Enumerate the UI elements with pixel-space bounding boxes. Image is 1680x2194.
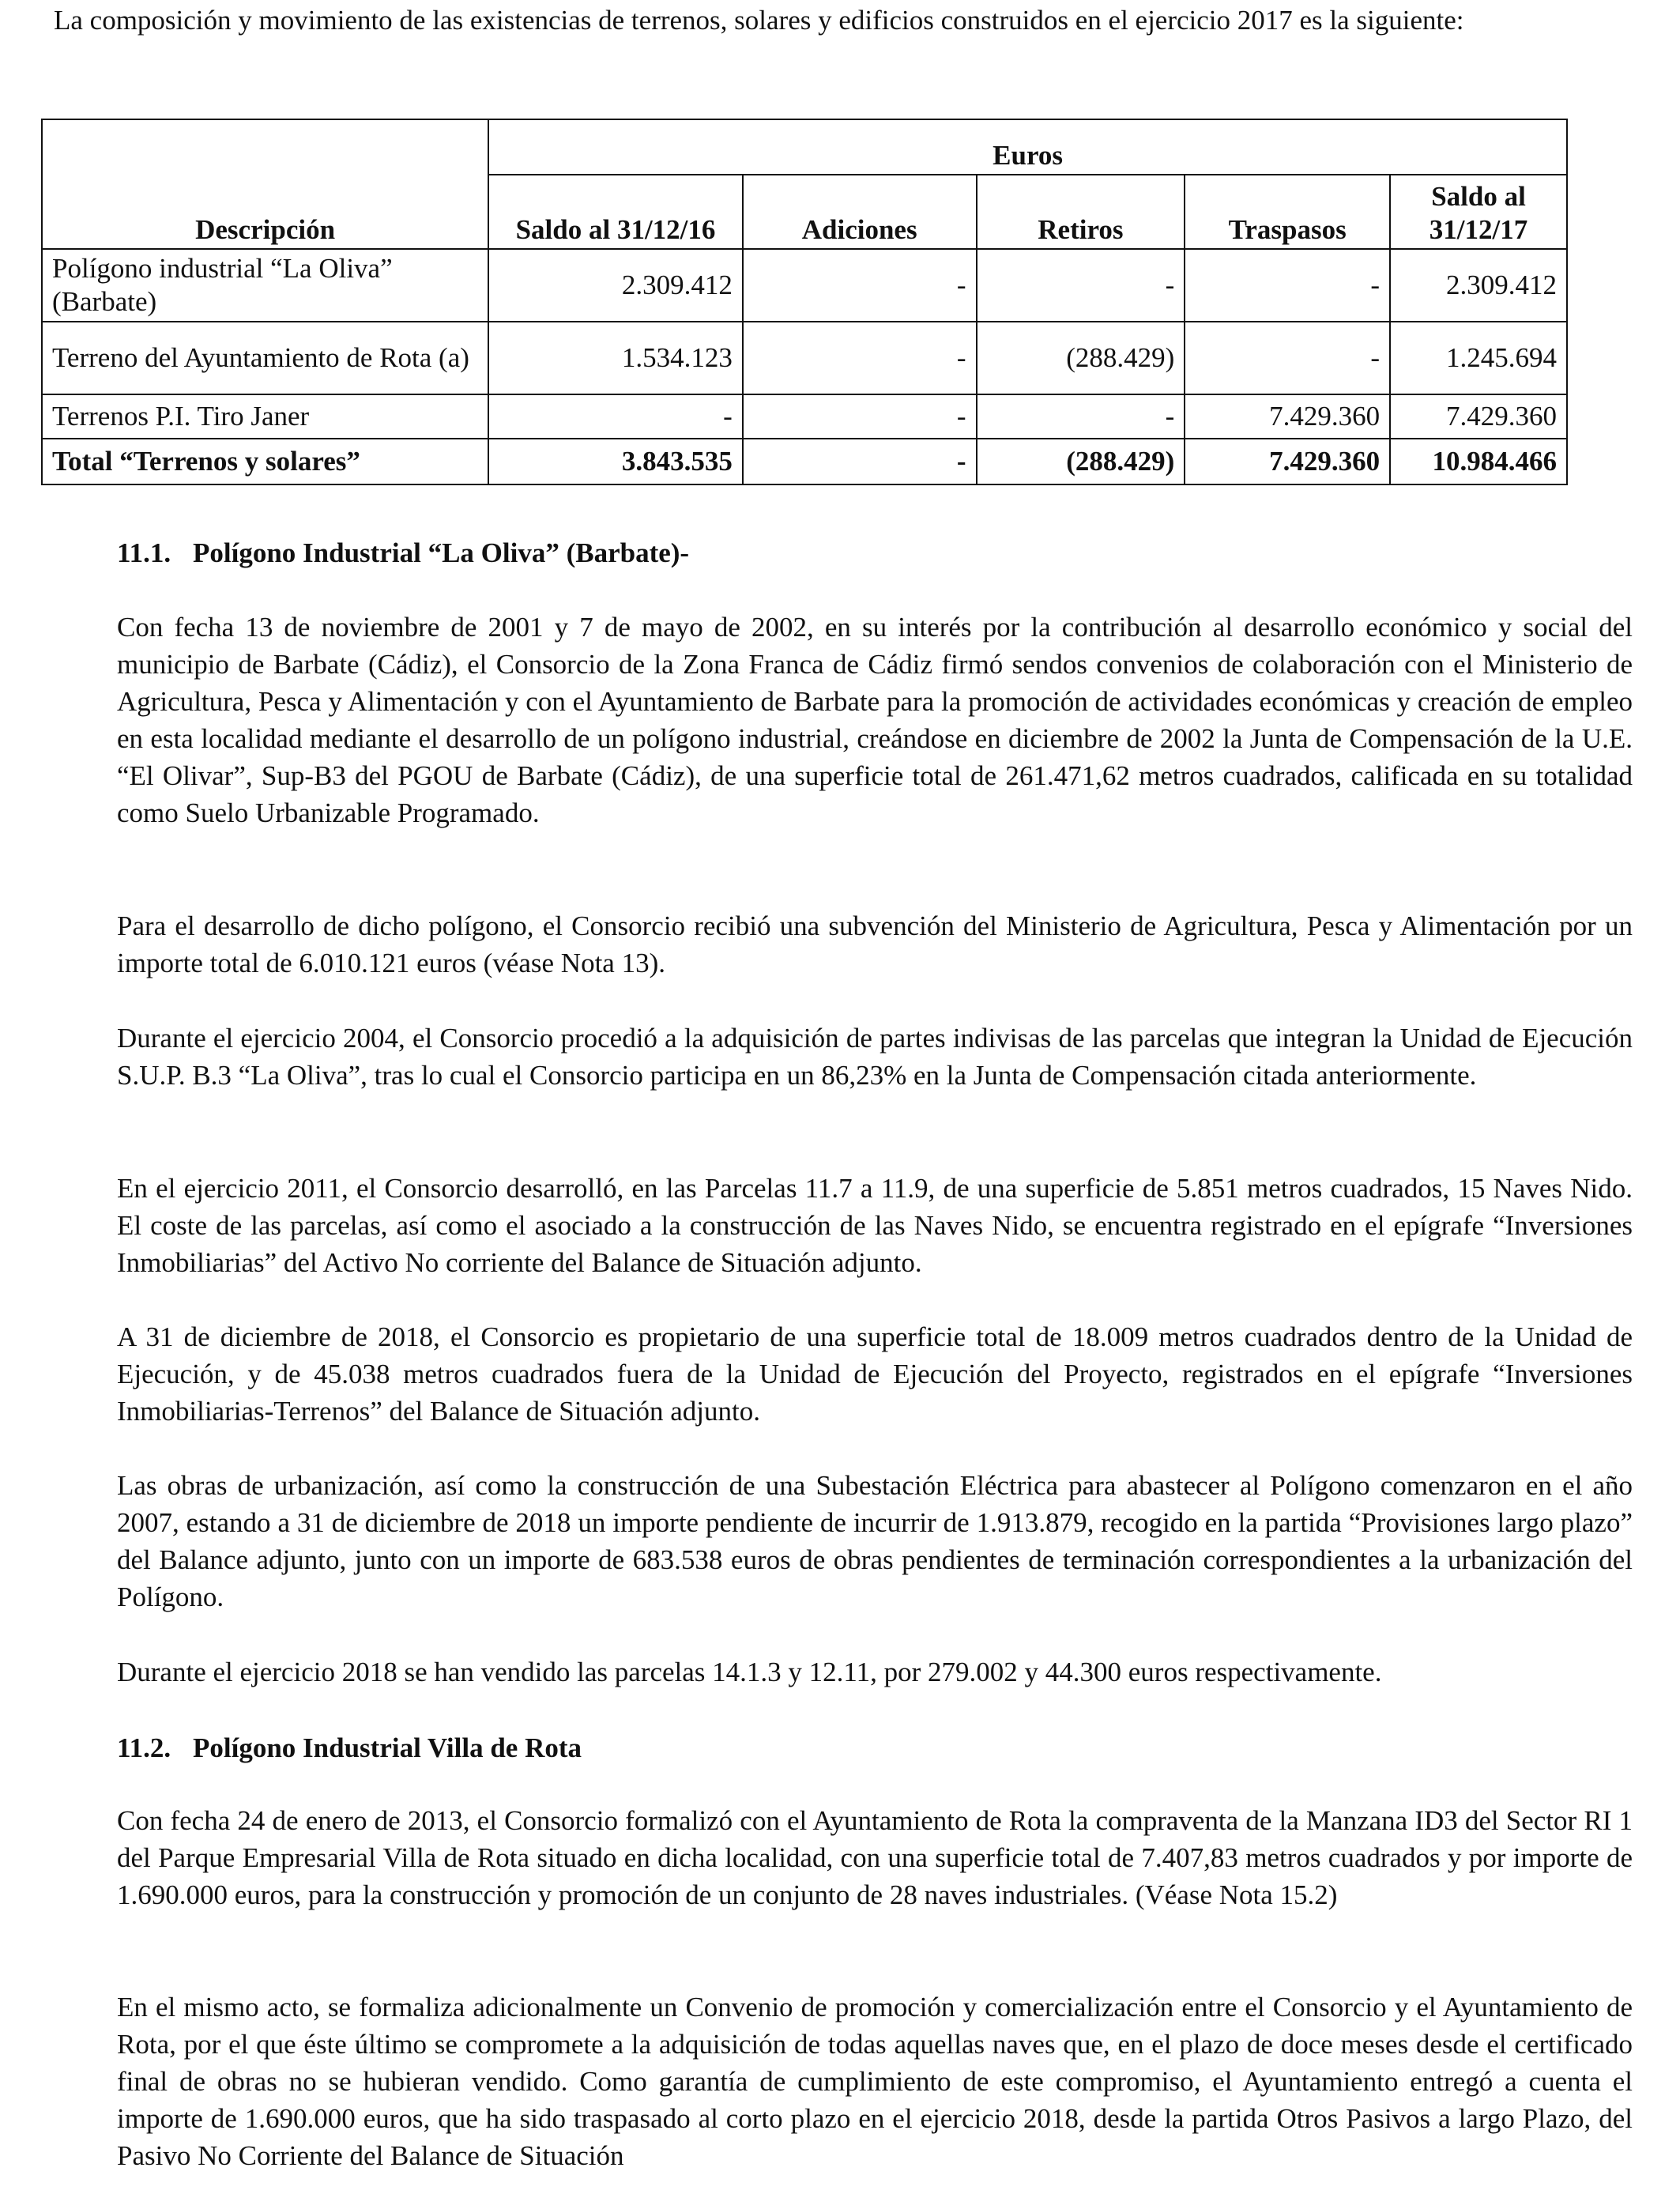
col-header-saldo-16: Saldo al 31/12/16 xyxy=(488,175,743,249)
paragraph: A 31 de diciembre de 2018, el Consorcio es propietario de una superficie total de 18.009 metros cuadrados dentro de la Unidad de Ejecución, y de 45.038 metros cuadrados fuera de la Unidad de Ejecución del Proyecto, registrados en el epígrafe “Inversiones Inmobiliarias-Terrenos” del Balance de Situación adjunto. xyxy=(117,1321,1633,1427)
paragraph: Durante el ejercicio 2004, el Consorcio procedió a la adquisición de partes indivisas de las parcelas que integran la Unidad de Ejecución S.U.P. B.3 “La Oliva”, tras lo cual el Consorcio participa en un 86,23% en la Junta de Compensación citada anteriormente. xyxy=(117,1023,1633,1091)
paragraph: En el mismo acto, se formaliza adicionalmente un Convenio de promoción y comercialización entre el Consorcio y el Ayuntamiento de Rota, por el que éste último se compromete a la adquisición de todas aquellas naves que, en el plazo de doce meses desde el certificado final de obras no se hubieran vendido. Como garantía de cumplimiento de este compromiso, el Ayuntamiento entregó a cuenta el importe de 1.690.000 euros, que ha sido traspasado al corto plazo en el ejercicio 2018, desde la partida Otros Pasivos a largo Plazo, del Pasivo No Corriente del Balance de Situación xyxy=(117,1992,1633,2171)
cell-traspasos: - xyxy=(1185,249,1390,322)
total-traspasos: 7.429.360 xyxy=(1185,439,1390,484)
intro-paragraph: La composición y movimiento de las existencias de terrenos, solares y edificios construidos en el ejercicio 2017 es la siguiente: xyxy=(54,5,1464,36)
cell-adiciones: - xyxy=(743,394,977,439)
total-retiros: (288.429) xyxy=(977,439,1185,484)
col-header-saldo-17: Saldo al 31/12/17 xyxy=(1390,175,1567,249)
row-description: Terreno del Ayuntamiento de Rota (a) xyxy=(42,322,488,394)
table-row xyxy=(42,394,1567,439)
paragraph: Con fecha 24 de enero de 2013, el Consorcio formalizó con el Ayuntamiento de Rota la compraventa de la Manzana ID3 del Sector RI 1 del Parque Empresarial Villa de Rota situado en dicha localidad, con una superficie total de 7.407,83 metros cuadrados y por importe de 1.690.000 euros, para la construcción y promoción de un conjunto de 28 naves industriales. (Véase Nota 15.2) xyxy=(117,1805,1633,1910)
table-row xyxy=(42,249,1567,322)
paragraph: En el ejercicio 2011, el Consorcio desarrolló, en las Parcelas 11.7 a 11.9, de una superficie de 5.851 metros cuadrados, 15 Naves Nido. El coste de las parcelas, así como el asociado a la construcción de las Naves Nido, se encuentra registrado en el epígrafe “Inversiones Inmobiliarias” del Activo No corriente del Balance de Situación adjunto. xyxy=(117,1173,1633,1278)
table-total-row xyxy=(42,439,1567,484)
col-header-retiros: Retiros xyxy=(977,175,1185,249)
col-header-traspasos: Traspasos xyxy=(1185,175,1390,249)
cell-saldo-16: - xyxy=(488,394,743,439)
table-group-header: Euros xyxy=(488,119,1567,175)
paragraph: Durante el ejercicio 2018 se han vendido las parcelas 14.1.3 y 12.11, por 279.002 y 44.300 euros respectivamente. xyxy=(117,1657,1382,1687)
cell-retiros: - xyxy=(977,394,1185,439)
cell-saldo-17: 7.429.360 xyxy=(1390,394,1567,439)
cell-traspasos: - xyxy=(1185,322,1390,394)
cell-adiciones: - xyxy=(743,249,977,322)
col-header-descripcion: Descripción xyxy=(42,175,488,249)
section-title: Polígono Industrial Villa de Rota xyxy=(193,1732,582,1763)
paragraph: Con fecha 13 de noviembre de 2001 y 7 de mayo de 2002, en su interés por la contribución al desarrollo económico y social del municipio de Barbate (Cádiz), el Consorcio de la Zona Franca de Cádiz firmó sendos convenios de colaboración con el Ministerio de Agricultura, Pesca y Alimentación y con el Ayuntamiento de Barbate para la promoción de actividades económicas y creación de empleo en esta localidad mediante el desarrollo de un polígono industrial, creándose en diciembre de 2002 la Junta de Compensación de la U.E. “El Olivar”, Sup-B3 del PGOU de Barbate (Cádiz), de una superficie total de 261.471,62 metros cuadrados, calificada en su totalidad como Suelo Urbanizable Programado. xyxy=(117,612,1633,828)
total-saldo-17: 10.984.466 xyxy=(1390,439,1567,484)
total-description: Total “Terrenos y solares” xyxy=(42,439,488,484)
table-group-header-row xyxy=(42,119,1567,175)
cell-saldo-16: 2.309.412 xyxy=(488,249,743,322)
section-number: 11.2. xyxy=(117,1732,171,1763)
section-heading-11-1 xyxy=(117,534,689,571)
paragraph: Para el desarrollo de dicho polígono, el Consorcio recibió una subvención del Ministerio de Agricultura, Pesca y Alimentación por un importe total de 6.010.121 euros (véase Nota 13). xyxy=(117,910,1633,978)
cell-retiros: (288.429) xyxy=(977,322,1185,394)
cell-adiciones: - xyxy=(743,322,977,394)
section-heading-11-2 xyxy=(117,1729,582,1766)
cell-saldo-17: 2.309.412 xyxy=(1390,249,1567,322)
total-saldo-16: 3.843.535 xyxy=(488,439,743,484)
col-header-adiciones: Adiciones xyxy=(743,175,977,249)
total-adiciones: - xyxy=(743,439,977,484)
table-header-blank xyxy=(42,119,488,175)
cell-retiros: - xyxy=(977,249,1185,322)
row-description: Polígono industrial “La Oliva” (Barbate) xyxy=(42,249,488,322)
cell-saldo-17: 1.245.694 xyxy=(1390,322,1567,394)
cell-saldo-16: 1.534.123 xyxy=(488,322,743,394)
existencias-table xyxy=(41,119,1568,485)
table-row xyxy=(42,322,1567,394)
cell-traspasos: 7.429.360 xyxy=(1185,394,1390,439)
section-title: Polígono Industrial “La Oliva” (Barbate)- xyxy=(193,537,690,568)
row-description: Terrenos P.I. Tiro Janer xyxy=(42,394,488,439)
table-header-row xyxy=(42,175,1567,249)
section-number: 11.1. xyxy=(117,537,171,568)
paragraph: Las obras de urbanización, así como la construcción de una Subestación Eléctrica para abastecer al Polígono comenzaron en el año 2007, estando a 31 de diciembre de 2018 un importe pendiente de incurrir de 1.913.879, recogido en la partida “Provisiones largo plazo” del Balance adjunto, junto con un importe de 683.538 euros de obras pendientes de terminación correspondientes a la urbanización del Polígono. xyxy=(117,1470,1633,1612)
